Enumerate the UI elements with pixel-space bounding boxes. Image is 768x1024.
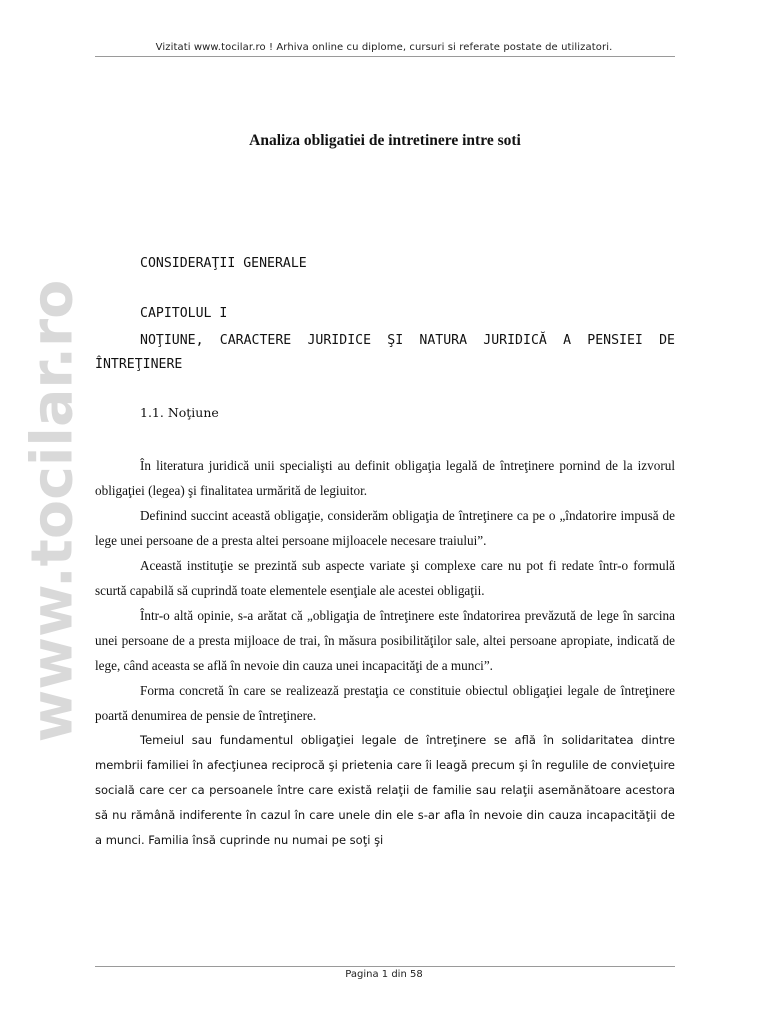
watermark-text: www.tocilar.ro [19, 279, 85, 743]
subsection-heading: 1.1. Noţiune [140, 405, 219, 420]
chapter-title-line2: ÎNTREŢINERE [95, 357, 183, 372]
paragraph-3: Această instituţie se prezintă sub aspecte variate şi complexe care nu pot fi redate într-o formulă scurtă capabilă să cuprindă toate elementele esenţiale ale acestei obligaţii. [95, 558, 675, 598]
page-header: Vizitati www.tocilar.ro ! Arhiva online cu diplome, cursuri si referate postate de utilizatori. [155, 42, 613, 53]
chapter-title-line1: NOŢIUNE, CARACTERE JURIDICE ŞI NATURA JURIDICĂ A PENSIEI DE [140, 333, 675, 348]
footer-divider [95, 966, 675, 967]
paragraph-1: În literatura juridică unii specialişti au definit obligaţia legală de întreţinere pornind de la izvorul obligaţiei (legea) şi finalitatea urmărită de legiuitor. [95, 458, 675, 498]
document-body [95, 254, 675, 853]
page-number: Pagina 1 din 58 [345, 969, 423, 980]
chapter-number: CAPITOLUL I [140, 306, 228, 321]
header-divider [95, 56, 675, 57]
paragraph-2: Definind succint această obligaţie, considerăm obligaţia de întreţinere ca pe o „îndatorire impusă de lege unei persoane de a presta altei persoane mijloacele necesare traiului”. [95, 508, 675, 548]
section-heading-general: CONSIDERAŢII GENERALE [140, 256, 307, 271]
paragraph-6: Temeiul sau fundamentul obligaţiei legale de întreţinere se află în solidaritatea dintre membrii familiei în afecţiunea reciprocă şi prietenia care îi leagă precum şi în regulile de convieţuire socială care cer ca persoanele între care există relaţii de familie sau relaţii asemănătoare acestora să nu rămână indiferente în cazul în care unele din ele s-ar afla în nevoie din cauza incapacităţii de a munci. Familia însă cuprinde nu numai pe soţi şi [95, 733, 675, 847]
watermark [19, 246, 85, 776]
document-title: Analiza obligatiei de intretinere intre soti [249, 132, 521, 149]
paragraph-4: Într-o altă opinie, s-a arătat că „obligaţia de întreţinere este îndatorirea prevăzută de lege în sarcina unei persoane de a presta mijloace de trai, în măsura posibilităţilor sale, altei persoane apropiate, indicată de lege, când aceasta se află în nevoie din cauza unei incapacităţi de a munci”. [95, 608, 675, 673]
paragraph-5: Forma concretă în care se realizează prestaţia ce constituie obiectul obligaţiei legale de întreţinere poartă denumirea de pensie de întreţinere. [95, 683, 675, 723]
